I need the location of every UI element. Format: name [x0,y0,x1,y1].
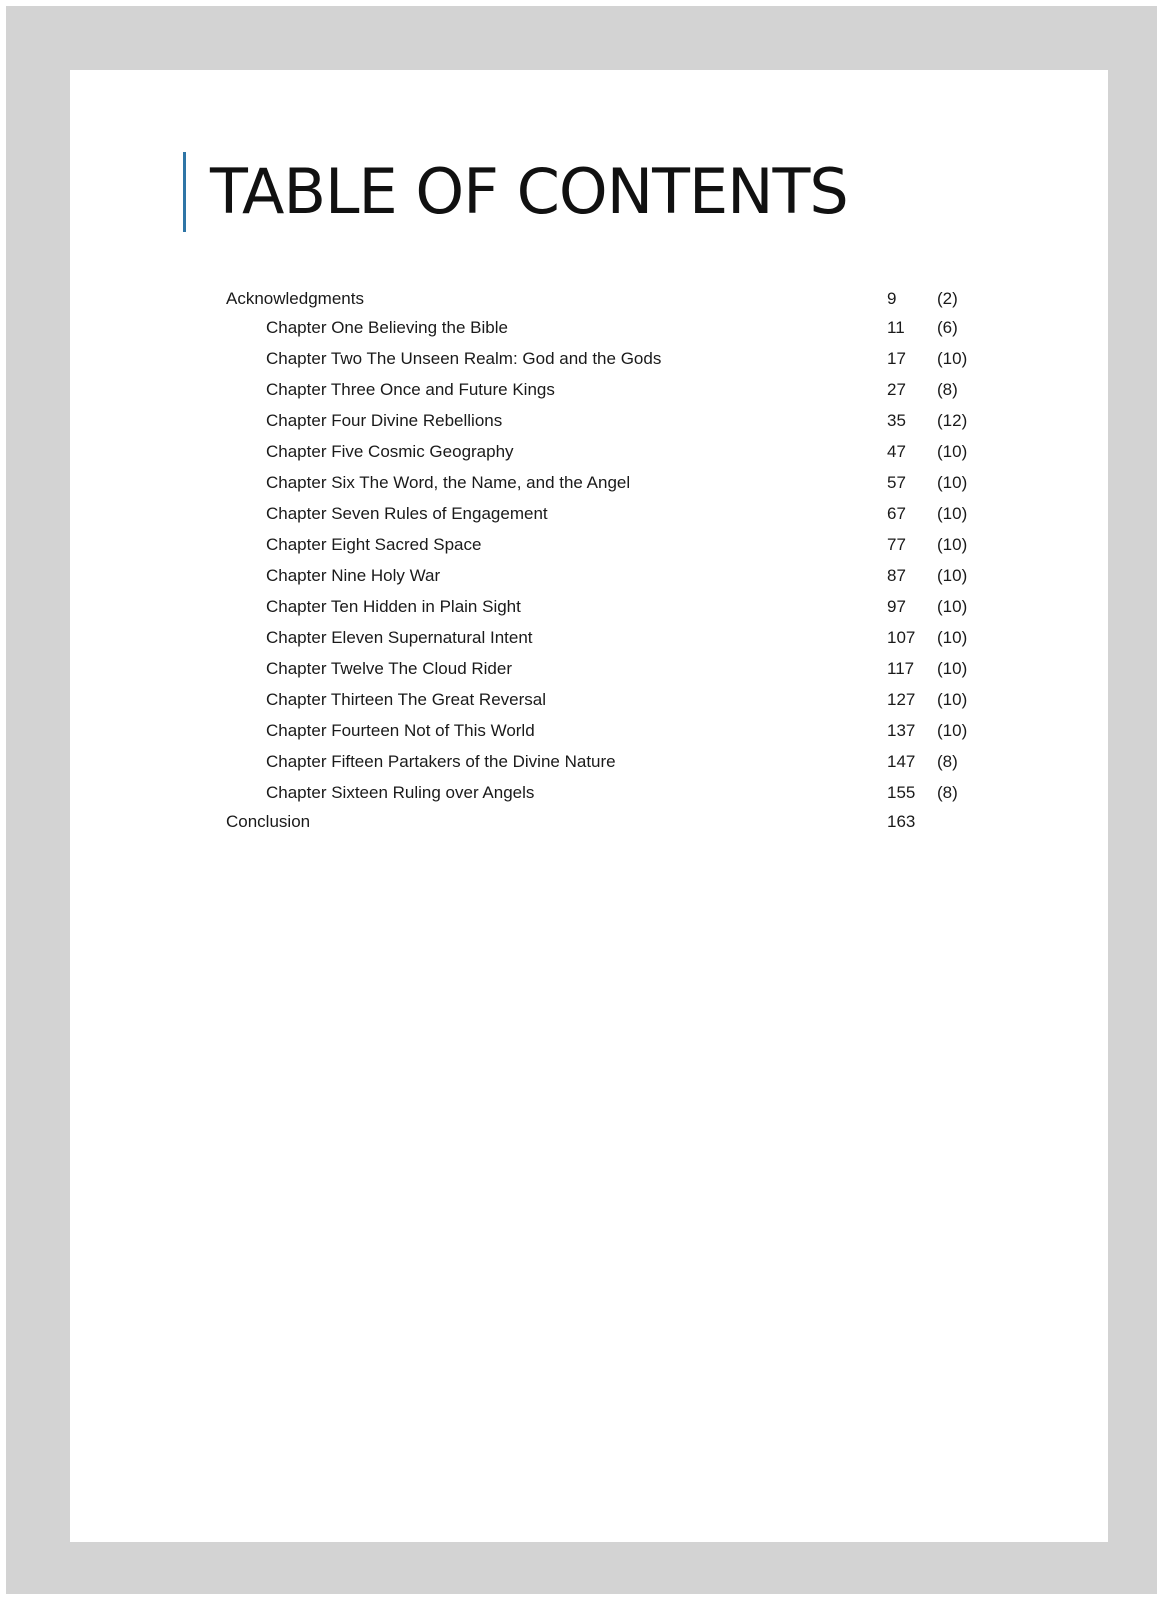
toc-entry-page: 97 [887,597,906,616]
toc-entry-length: (10) [937,659,968,678]
page-frame [6,6,1157,1594]
toc-entry [70,686,1108,714]
toc-entry-page: 67 [887,504,906,523]
toc-entry-title: Chapter Ten Hidden in Plain Sight [266,597,521,616]
toc-entry-length: (10) [937,442,968,461]
toc-entry [70,748,1108,776]
toc-entry-length: (10) [937,628,968,647]
toc-entry-page: 87 [887,566,906,585]
toc-entry [70,376,1108,404]
toc-entry-length: (6) [937,318,958,337]
toc-entry-title: Chapter Two The Unseen Realm: God and the Gods [266,349,662,368]
toc-entry-title: Chapter Fourteen Not of This World [266,721,535,740]
toc-entry-length: (8) [937,752,958,771]
toc-list [70,70,1108,1542]
toc-entry-page: 27 [887,380,906,399]
toc-entry-title: Conclusion [226,812,311,831]
toc-entry-page: 107 [887,628,916,647]
toc-entry [70,593,1108,621]
toc-entry-length: (12) [937,411,968,430]
toc-entry-page: 9 [887,289,897,308]
toc-entry [70,717,1108,745]
toc-entry [70,655,1108,683]
toc-entry-title: Chapter Six The Word, the Name, and the Angel [266,473,631,492]
toc-entry-title: Chapter Eleven Supernatural Intent [266,628,533,647]
toc-entry-length: (10) [937,504,968,523]
toc-entry-page: 137 [887,721,916,740]
toc-entry-length: (10) [937,721,968,740]
toc-entry-title: Chapter Eight Sacred Space [266,535,482,554]
toc-entry-title: Chapter Fifteen Partakers of the Divine Nature [266,752,616,771]
toc-entry-title: Chapter Twelve The Cloud Rider [266,659,513,678]
page-title: TABLE OF CONTENTS [210,155,848,228]
toc-entry-title: Chapter Four Divine Rebellions [266,411,503,430]
toc-entry [70,345,1108,373]
toc-entry-length: (10) [937,349,968,368]
toc-entry-title: Chapter One Believing the Bible [266,318,508,337]
toc-entry-title: Chapter Sixteen Ruling over Angels [266,783,535,802]
toc-entry-page: 147 [887,752,916,771]
toc-entry [70,285,1108,313]
toc-entry-page: 47 [887,442,906,461]
toc-entry [70,438,1108,466]
toc-entry-length: (10) [937,566,968,585]
toc-entry-length: (10) [937,690,968,709]
toc-entry-page: 35 [887,411,906,430]
toc-entry [70,808,1108,836]
toc-entry-page: 163 [887,812,916,831]
toc-entry [70,469,1108,497]
toc-entry-title: Chapter Three Once and Future Kings [266,380,555,399]
toc-entry-page: 11 [887,318,905,337]
toc-entry-length: (10) [937,473,968,492]
toc-entry [70,624,1108,652]
toc-entry-page: 77 [887,535,906,554]
toc-entry-title: Chapter Seven Rules of Engagement [266,504,548,523]
toc-entry [70,500,1108,528]
toc-entry-title: Chapter Thirteen The Great Reversal [266,690,547,709]
toc-entry-length: (10) [937,597,968,616]
toc-entry-page: 155 [887,783,916,802]
toc-entry-length: (2) [937,289,958,308]
toc-entry-title: Chapter Five Cosmic Geography [266,442,514,461]
toc-entry-page: 57 [887,473,906,492]
toc-entry-title: Acknowledgments [226,289,364,308]
document-page [70,70,1108,1542]
toc-entry [70,407,1108,435]
toc-entry-length: (8) [937,783,958,802]
toc-entry-length: (8) [937,380,958,399]
toc-entry-length: (10) [937,535,968,554]
toc-entry-page: 17 [887,349,906,368]
toc-entry [70,531,1108,559]
toc-entry-title: Chapter Nine Holy War [266,566,441,585]
toc-entry-page: 127 [887,690,916,709]
toc-entry [70,779,1108,807]
toc-entry-page: 117 [887,659,915,678]
toc-entry [70,314,1108,342]
toc-entry [70,562,1108,590]
